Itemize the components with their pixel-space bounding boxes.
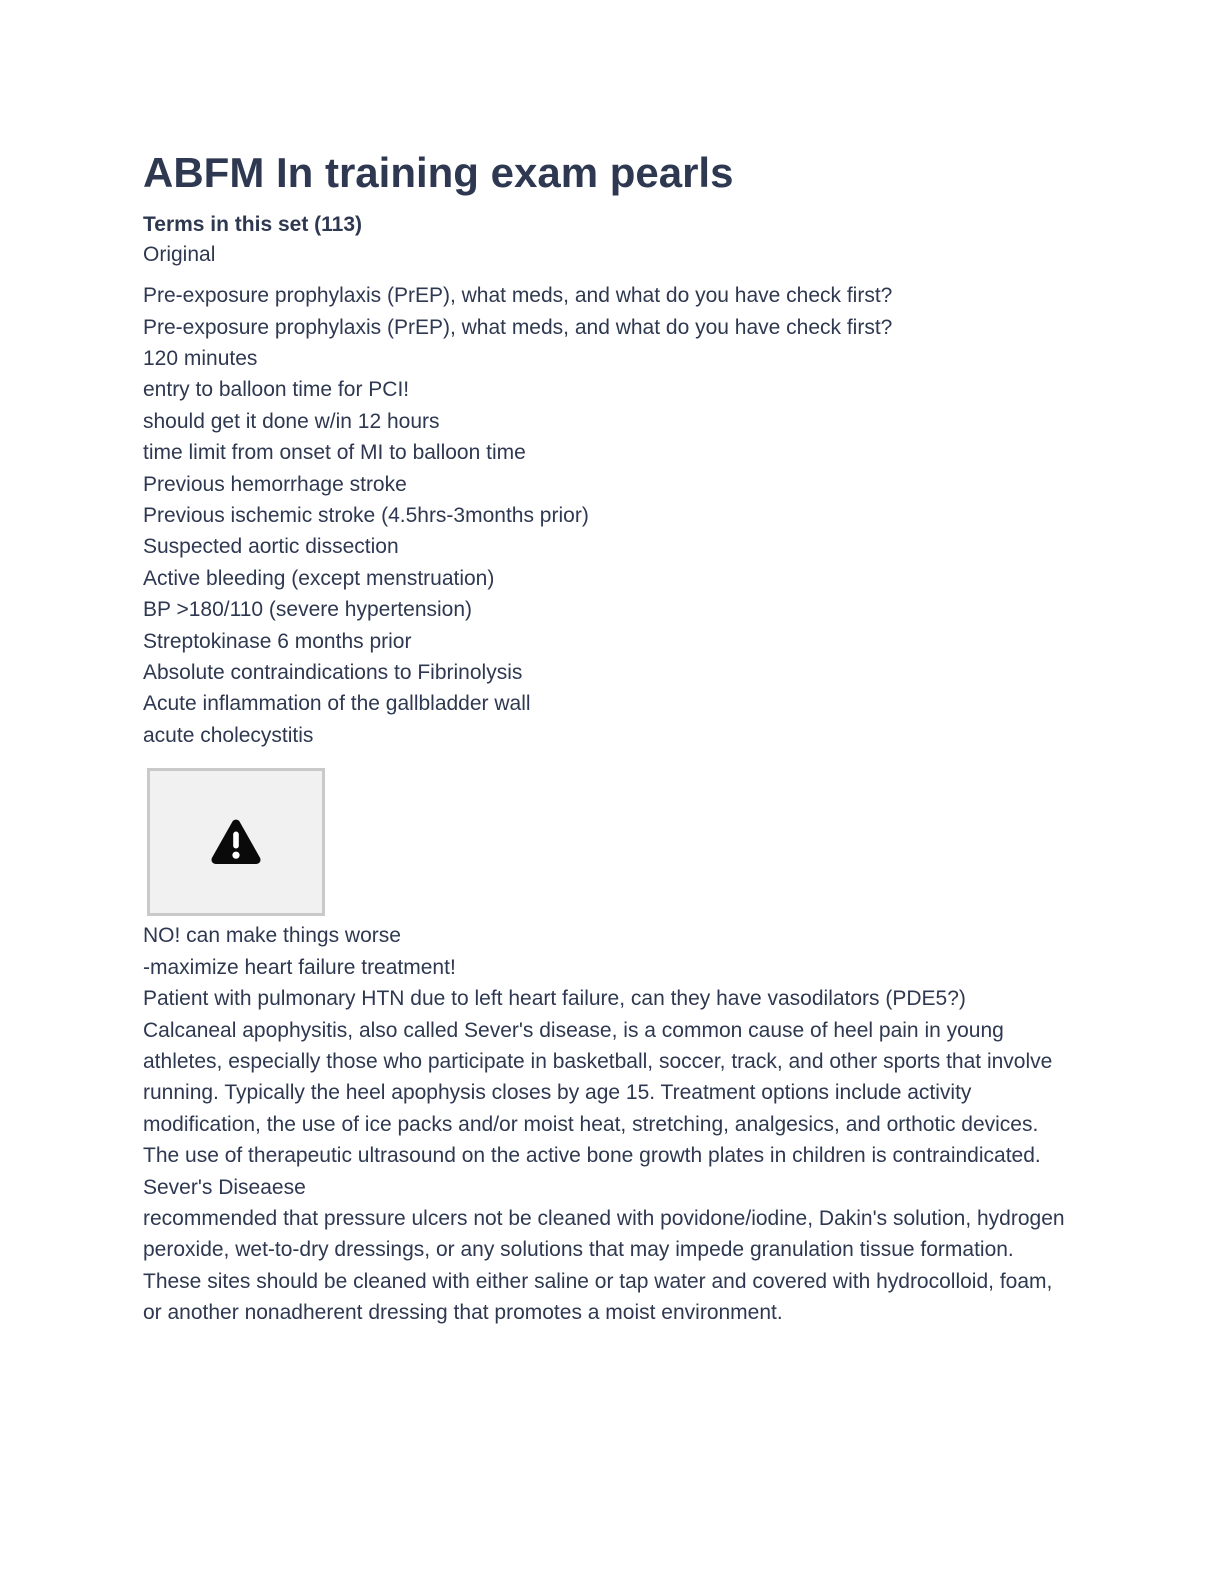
term-line: Suspected aortic dissection [143,535,399,559]
term-paragraph: Calcaneal apophysitis, also called Sever's disease, is a common cause of heel pain in young athletes, especially those who participate in basketball, soccer, track, and other sports that involve running. Typically the heel apophysis closes by age 15. Treatment options include activity modification, the use of ice packs and/or moist heat, stretching, analgesics, and orthotic devices. The use of therapeutic ultrasound on the active bone growth plates in children is contraindicated. [143,1018,1053,1168]
term-line: Pre-exposure prophylaxis (PrEP), what meds, and what do you have check first? [143,284,893,308]
terms-count-heading: Terms in this set (113) [143,213,363,237]
terms-content [143,280,1065,1328]
term-line: -maximize heart failure treatment! [143,955,456,979]
term-line: should get it done w/in 12 hours [143,409,440,433]
term-paragraph: Patient with pulmonary HTN due to left heart failure, can they have vasodilators (PDE5?) [143,987,966,1011]
image-placeholder [147,768,325,916]
term-paragraph: recommended that pressure ulcers not be cleaned with povidone/iodine, Dakin's solution, hydrogen peroxide, wet-to-dry dressings, or any solutions that may impede granulation tissue formation. These sites should be cleaned with either saline or tap water and covered with hydrocolloid, foam, or another nonadherent dressing that promotes a moist environment. [143,1206,1065,1325]
warning-triangle-icon [208,817,264,867]
term-line: Sever's Diseaese [143,1175,306,1199]
term-line: Previous ischemic stroke (4.5hrs-3months prior) [143,504,589,528]
term-line: Active bleeding (except menstruation) [143,566,495,590]
term-line: Absolute contraindications to Fibrinolysis [143,661,523,685]
page-title: ABFM In training exam pearls [143,149,734,196]
term-line: Previous hemorrhage stroke [143,472,407,496]
term-line: 120 minutes [143,347,258,370]
term-line: Pre-exposure prophylaxis (PrEP), what meds, and what do you have check first? [143,315,893,339]
term-line: BP >180/110 (severe hypertension) [143,598,473,622]
term-line: Streptokinase 6 months prior [143,629,412,653]
term-line: time limit from onset of MI to balloon time [143,441,526,465]
term-line: acute cholecystitis [143,723,314,747]
term-line: entry to balloon time for PCI! [143,378,410,402]
term-line: Acute inflammation of the gallbladder wall [143,692,531,716]
term-line: NO! can make things worse [143,924,401,948]
original-label: Original [143,243,216,267]
